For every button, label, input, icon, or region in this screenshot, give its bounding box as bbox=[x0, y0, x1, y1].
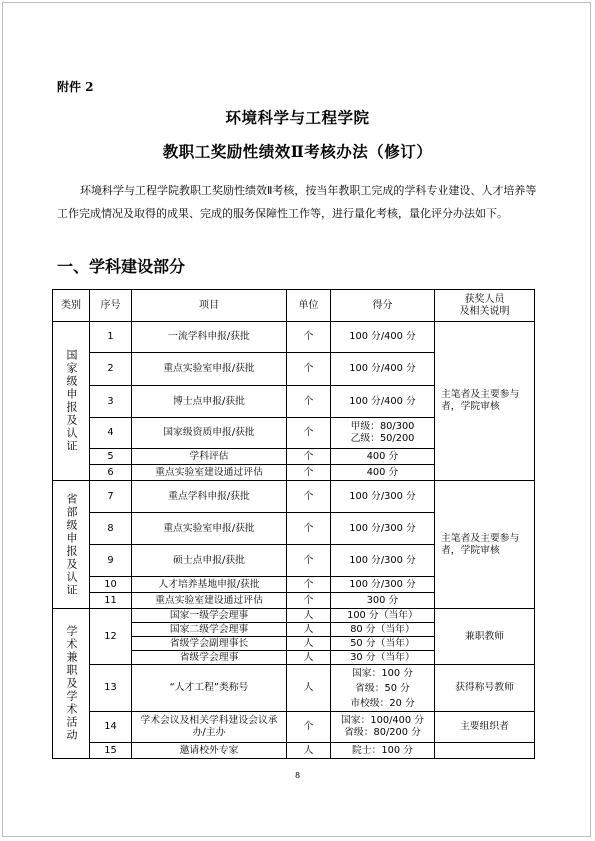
row-unit: 人 bbox=[287, 665, 331, 712]
row-score: 30 分（当年） bbox=[331, 651, 435, 665]
row-no: 7 bbox=[90, 481, 132, 513]
row-item: 省级学会副理事长 bbox=[132, 637, 287, 651]
row-unit: 个 bbox=[287, 545, 331, 577]
row-unit: 个 bbox=[287, 353, 331, 386]
row-score: 100 分/400 分 bbox=[331, 353, 435, 386]
row-unit: 个 bbox=[287, 712, 331, 743]
row-score: 100 分/300 分 bbox=[331, 545, 435, 577]
category-academic: 学术兼职及学术活动 bbox=[65, 625, 78, 742]
note-cell: 主笔者及主要参与者，学院审核 bbox=[435, 322, 535, 481]
row-score: 国家：100/400 分 省级：80/200 分 bbox=[331, 712, 435, 743]
row-item: 重点学科申报/获批 bbox=[132, 481, 287, 513]
row-score: 100 分（当年） bbox=[331, 609, 435, 623]
row-item: 国家级资质申报/获批 bbox=[132, 418, 287, 449]
header-item: 项目 bbox=[132, 290, 287, 322]
row-no: 11 bbox=[90, 593, 132, 609]
row-item: 学科评估 bbox=[132, 449, 287, 465]
row-no: 2 bbox=[90, 353, 132, 386]
table-row bbox=[53, 609, 535, 623]
header-category: 类别 bbox=[53, 290, 90, 322]
document-title-line1: 环境科学与工程学院 bbox=[225, 108, 370, 127]
row-unit: 个 bbox=[287, 386, 331, 418]
category-cell bbox=[53, 481, 90, 609]
note-cell: 主要组织者 bbox=[435, 712, 535, 743]
row-no: 4 bbox=[90, 418, 132, 449]
row-score: 100 分/300 分 bbox=[331, 577, 435, 593]
note-cell-empty bbox=[435, 743, 535, 759]
table-header-row bbox=[53, 290, 535, 322]
header-note: 获奖人员 及相关说明 bbox=[435, 290, 535, 322]
row-no: 8 bbox=[90, 513, 132, 545]
row-no: 9 bbox=[90, 545, 132, 577]
header-unit: 单位 bbox=[287, 290, 331, 322]
category-cell bbox=[53, 322, 90, 481]
row-score: 400 分 bbox=[331, 465, 435, 481]
row-item: 省级学会理事 bbox=[132, 651, 287, 665]
header-score: 得分 bbox=[331, 290, 435, 322]
table-row bbox=[53, 481, 535, 513]
row-item: 一流学科申报/获批 bbox=[132, 322, 287, 353]
row-score: 国家：100 分 省级：50 分 市校级：20 分 bbox=[331, 665, 435, 712]
row-score: 400 分 bbox=[331, 449, 435, 465]
row-item: 国家二级学会理事 bbox=[132, 623, 287, 637]
row-score: 100 分/400 分 bbox=[331, 386, 435, 418]
document-title-line2: 教职工奖励性绩效Ⅱ考核办法（修订） bbox=[162, 142, 433, 161]
row-no: 6 bbox=[90, 465, 132, 481]
row-unit: 人 bbox=[287, 609, 331, 623]
row-item: 重点实验室建设通过评估 bbox=[132, 465, 287, 481]
row-no: 3 bbox=[90, 386, 132, 418]
row-no: 10 bbox=[90, 577, 132, 593]
row-unit: 个 bbox=[287, 513, 331, 545]
category-provincial: 省部级申报及认证 bbox=[65, 492, 78, 597]
row-unit: 人 bbox=[287, 651, 331, 665]
row-no: 1 bbox=[90, 322, 132, 353]
row-score: 院士：100 分 bbox=[331, 743, 435, 759]
row-unit: 个 bbox=[287, 418, 331, 449]
row-unit: 人 bbox=[287, 637, 331, 651]
row-item: 学术会议及相关学科建设会议承办/主办 bbox=[132, 712, 287, 743]
row-no: 14 bbox=[90, 712, 132, 743]
row-no: 5 bbox=[90, 449, 132, 465]
row-item: 博士点申报/获批 bbox=[132, 386, 287, 418]
table-row bbox=[53, 322, 535, 353]
row-no: 15 bbox=[90, 743, 132, 759]
row-unit: 个 bbox=[287, 481, 331, 513]
row-unit: 个 bbox=[287, 322, 331, 353]
intro-paragraph: 环境科学与工程学院教职工奖励性绩效Ⅱ考核，按当年教职工完成的学科专业建设、人才培养等工作完成情况及取得的成果、完成的服务保障性工作等，进行量化考核，量化评分办法如下。 bbox=[57, 184, 537, 220]
row-item: “人才工程”类称号 bbox=[132, 665, 287, 712]
row-score: 100 分/400 分 bbox=[331, 322, 435, 353]
row-item: 硕士点申报/获批 bbox=[132, 545, 287, 577]
row-score: 80 分（当年） bbox=[331, 623, 435, 637]
row-score: 甲级：80/300 乙级：50/200 bbox=[331, 418, 435, 449]
row-unit: 人 bbox=[287, 743, 331, 759]
row-no: 13 bbox=[90, 665, 132, 712]
section-heading: 一、学科建设部分 bbox=[57, 257, 186, 276]
row-item: 重点实验室申报/获批 bbox=[132, 353, 287, 386]
note-cell: 主笔者及主要参与者，学院审核 bbox=[435, 481, 535, 609]
scoring-table bbox=[52, 289, 535, 759]
table-row bbox=[53, 665, 535, 712]
row-item: 国家一级学会理事 bbox=[132, 609, 287, 623]
category-national: 国家级申报及认证 bbox=[65, 349, 78, 453]
note-cell: 兼职教师 bbox=[435, 609, 535, 665]
category-cell bbox=[53, 609, 90, 759]
row-item: 邀请校外专家 bbox=[132, 743, 287, 759]
page-number: 8 bbox=[294, 771, 301, 780]
row-item: 重点实验室建设通过评估 bbox=[132, 593, 287, 609]
row-no: 12 bbox=[90, 609, 132, 665]
table-row bbox=[53, 712, 535, 743]
row-unit: 个 bbox=[287, 449, 331, 465]
attachment-label: 附件 2 bbox=[57, 80, 94, 94]
header-no: 序号 bbox=[90, 290, 132, 322]
row-item: 重点实验室申报/获批 bbox=[132, 513, 287, 545]
row-unit: 个 bbox=[287, 465, 331, 481]
row-item: 人才培养基地申报/获批 bbox=[132, 577, 287, 593]
note-cell: 获得称号教师 bbox=[435, 665, 535, 712]
row-unit: 人 bbox=[287, 623, 331, 637]
row-score: 300 分 bbox=[331, 593, 435, 609]
row-unit: 个 bbox=[287, 593, 331, 609]
table-row bbox=[53, 743, 535, 759]
row-score: 50 分（当年） bbox=[331, 637, 435, 651]
row-score: 100 分/300 分 bbox=[331, 481, 435, 513]
row-unit: 个 bbox=[287, 577, 331, 593]
row-score: 100 分/300 分 bbox=[331, 513, 435, 545]
